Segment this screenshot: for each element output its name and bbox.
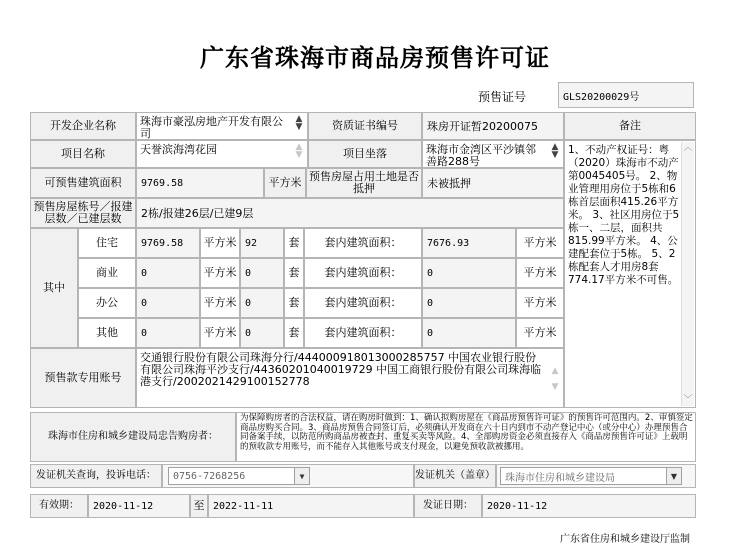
project-name-spin-icon: ▲ ▼ — [295, 142, 303, 160]
inquiry-select[interactable] — [168, 467, 310, 485]
row-inner-unit: 平方米 — [516, 228, 564, 258]
project-location-value: 珠海市金湾区平沙镇邻善路288号 — [426, 143, 536, 168]
developer-field[interactable] — [136, 112, 308, 140]
row-inner-unit: 平方米 — [516, 288, 564, 318]
row-inner-label: 套内建筑面积： — [304, 318, 422, 348]
presale-no-field[interactable]: GLS20200029号 — [558, 82, 694, 108]
building-count-label: 预售房屋栋号／报建层数／已建层数 — [30, 198, 136, 228]
validity-label: 有效期： — [30, 494, 88, 518]
notice-value: 为保障购房者的合法权益，请在购房时做到：1、确认拟购房屋在《商品房预售许可证》的预售许可范围内。2、审慎签定商品房购买合同。3、商品房预售合同签订后，必须确认开发商在六十日内到市不动产登记中心（或分中心）办理预售合同备案手续，以防范所购商品房被查封、重复买卖等风险。4、全部购房资金必须直接存入《商品房预售许可证》上载明的预收款专用账号，而不能存入其他账号或支付现金，以避免预收款被挪用。 — [240, 413, 693, 452]
row-area-unit: 平方米 — [200, 288, 240, 318]
row-inner-label: 套内建筑面积： — [304, 288, 422, 318]
page-title: 广东省珠海市商品房预售许可证 — [200, 43, 550, 72]
presale-area-unit: 平方米 — [264, 168, 306, 198]
scroll-up-icon[interactable]: ︿ — [683, 143, 693, 153]
developer-spin-icon[interactable]: ▲ ▼ — [295, 114, 303, 132]
account-field[interactable] — [136, 348, 564, 408]
row-label: 商业 — [78, 258, 136, 288]
row-inner-unit: 平方米 — [516, 318, 564, 348]
qualification-label: 资质证书编号 — [308, 112, 422, 140]
inquiry-value: 0756-7268256 — [173, 470, 246, 482]
row-count-field[interactable]: 0 — [240, 288, 284, 318]
chevron-down-icon[interactable]: ▼ — [294, 468, 309, 484]
issuer-select[interactable] — [500, 467, 682, 485]
land-mortgage-field[interactable]: 未被抵押 — [422, 168, 564, 198]
footer-text: 广东省住房和城乡建设厅监制 — [560, 534, 690, 545]
validity-to-field[interactable]: 2022-11-11 — [208, 494, 414, 518]
account-label: 预售款专用账号 — [30, 348, 136, 408]
project-name-field[interactable] — [136, 140, 308, 168]
issue-date-field[interactable]: 2020-11-12 — [482, 494, 696, 518]
validity-to-label: 至 — [190, 494, 208, 518]
issuer-value: 珠海市住房和城乡建设局 — [505, 472, 615, 484]
row-area-field[interactable]: 0 — [136, 258, 200, 288]
row-inner-unit: 平方米 — [516, 258, 564, 288]
row-inner-area-field[interactable]: 7676.93 — [422, 228, 516, 258]
land-mortgage-label: 预售房屋占用土地是否抵押 — [306, 168, 422, 198]
row-count-unit: 套 — [284, 318, 304, 348]
row-label: 住宅 — [78, 228, 136, 258]
row-area-unit: 平方米 — [200, 318, 240, 348]
row-area-field[interactable]: 0 — [136, 318, 200, 348]
inquiry-label: 发证机关查询，投诉电话： — [30, 464, 162, 488]
row-area-field[interactable]: 9769.58 — [136, 228, 200, 258]
developer-label: 开发企业名称 — [30, 112, 136, 140]
project-location-label: 项目坐落 — [308, 140, 422, 168]
account-value: 交通银行股份有限公司珠海分行/444000918013000285757 中国农业银行股份有限公司珠海平沙支行/44360201040019729 中国工商银行股份有限公司珠海临港支行/2002021429100152778 — [140, 351, 542, 388]
presale-area-label: 可预售建筑面积 — [30, 168, 136, 198]
presale-area-field[interactable]: 9769.58 — [136, 168, 264, 198]
row-count-field[interactable]: 0 — [240, 318, 284, 348]
breakdown-label: 其中 — [30, 228, 78, 348]
row-inner-label: 套内建筑面积： — [304, 258, 422, 288]
presale-no-label: 预售证号 — [478, 90, 527, 104]
building-count-field[interactable]: 2栋/报建26层/已建9层 — [136, 198, 564, 228]
validity-from-field[interactable]: 2020-11-12 — [88, 494, 190, 518]
row-inner-label: 套内建筑面积： — [304, 228, 422, 258]
row-count-field[interactable]: 0 — [240, 258, 284, 288]
row-area-unit: 平方米 — [200, 228, 240, 258]
scroll-down-icon[interactable]: ﹀ — [683, 395, 693, 405]
row-inner-area-field[interactable]: 0 — [422, 288, 516, 318]
row-label: 其他 — [78, 318, 136, 348]
issue-date-label: 发证日期： — [414, 494, 482, 518]
issuer-label: 发证机关（盖章） — [414, 464, 496, 488]
row-count-unit: 套 — [284, 228, 304, 258]
row-area-unit: 平方米 — [200, 258, 240, 288]
account-spin-icon: ▲ ▼ — [551, 366, 559, 392]
project-name-value: 天誉滨海湾花园 — [140, 143, 217, 156]
remarks-field[interactable] — [564, 140, 696, 408]
developer-value: 珠海市豪泓房地产开发有限公司 — [140, 115, 283, 140]
remarks-value: 1、不动产权证号：粤（2020）珠海市不动产第0045405号。 2、物业管理用房位于5栋和6栋首层面积415.26平方米。 3、社区用房位于5栋一、二层，面积共815.99平方米。 4、公建配套位于5栋。 5、2栋配套人才用房8套774.17平方米不可售。 — [568, 144, 680, 286]
row-area-field[interactable]: 0 — [136, 288, 200, 318]
row-count-field[interactable]: 92 — [240, 228, 284, 258]
row-count-unit: 套 — [284, 258, 304, 288]
project-name-label: 项目名称 — [30, 140, 136, 168]
project-location-spin-icon[interactable]: ▲ ▼ — [551, 142, 559, 160]
row-inner-area-field[interactable]: 0 — [422, 318, 516, 348]
notice-label: 珠海市住房和城乡建设局忠告购房者： — [30, 412, 236, 462]
qualification-field[interactable]: 珠房开证暂20200075 — [422, 112, 564, 140]
project-location-field[interactable] — [422, 140, 564, 168]
row-count-unit: 套 — [284, 288, 304, 318]
notice-field[interactable] — [236, 412, 696, 462]
row-label: 办公 — [78, 288, 136, 318]
remarks-label: 备注 — [564, 112, 696, 140]
chevron-down-icon[interactable]: ▼ — [666, 468, 681, 484]
remarks-scrollbar[interactable] — [681, 142, 694, 406]
row-inner-area-field[interactable]: 0 — [422, 258, 516, 288]
